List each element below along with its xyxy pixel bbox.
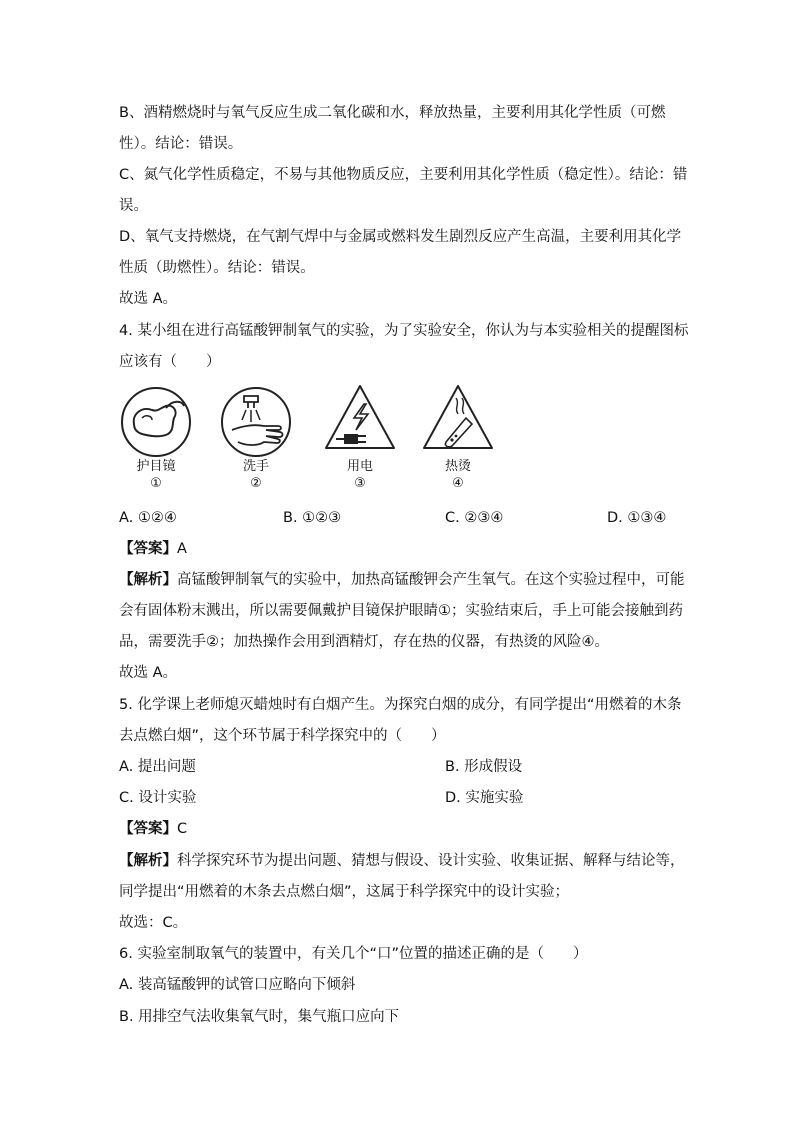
question-5-stem: 去点燃白烟”，这个环节属于科学探究中的（ ） <box>119 728 446 744</box>
option-d: D. ①③④ <box>607 510 667 526</box>
option-b: B. ①②③ <box>283 510 342 526</box>
analysis-label: 【解析】 <box>119 853 177 869</box>
option-a: A. 装高锰酸钾的试管口应略向下倾斜 <box>119 977 356 993</box>
text-line: 性）。结论：错误。 <box>119 136 243 152</box>
icon-label: 用电 <box>346 459 373 474</box>
icon-number: ③ <box>354 476 366 491</box>
option-a: A. 提出问题 <box>119 759 196 775</box>
analysis-text: 故选：C。 <box>119 915 188 931</box>
analysis-text: 高锰酸钾制氧气的实验中，加热高锰酸钾会产生氧气。在这个实验过程中，可能 <box>177 572 685 588</box>
icon-number: ④ <box>452 476 464 491</box>
icon-label: 护目镜 <box>136 459 176 474</box>
hand-wash-icon <box>220 386 310 458</box>
answer-label: 【答案】 <box>119 541 177 557</box>
icon-label: 热烫 <box>444 459 471 474</box>
analysis-text: 故选 A。 <box>119 665 178 681</box>
analysis-text: 科学探究环节为提出问题、猜想与假设、设计实验、收集证据、解释与结论等， <box>177 853 685 869</box>
text-line: B、酒精燃烧时与氧气反应生成二氧化碳和水，释放热量，主要利用其化学性质（可燃 <box>119 105 666 121</box>
text-line: 性质（助燃性）。结论：错误。 <box>119 260 315 276</box>
option-c: C. 设计实验 <box>119 790 197 806</box>
option-c: C. ②③④ <box>445 510 504 526</box>
question-4-stem: 应该有（ ） <box>119 354 221 370</box>
answer-value: C <box>177 821 188 837</box>
analysis-line <box>119 570 685 590</box>
analysis-text: 同学提出“用燃着的木条去点燃白烟”，这属于科学探究中的设计实验； <box>119 884 570 900</box>
answer-line <box>119 539 187 559</box>
icon-number: ② <box>250 476 262 491</box>
question-5-stem: 5. 化学课上老师熄灭蜡烛时有白烟产生。为探究白烟的成分，有同学提出“用燃着的木条 <box>119 697 682 713</box>
answer-line <box>119 819 187 839</box>
text-line: C、氮气化学性质稳定，不易与其他物质反应，主要利用其化学性质（稳定性）。结论：错 <box>119 167 688 183</box>
analysis-text: 品，需要洗手②；加热操作会用到酒精灯，存在热的仪器，有热烫的风险④。 <box>119 634 609 650</box>
answer-value: A <box>177 541 187 557</box>
answer-label: 【答案】 <box>119 821 177 837</box>
option-d: D. 实施实验 <box>445 790 524 806</box>
hot-surface-icon <box>420 382 510 454</box>
text-line: D、氧气支持燃烧，在气割气焊中与金属或燃料发生剧烈反应产生高温，主要利用其化学 <box>119 229 682 245</box>
analysis-label: 【解析】 <box>119 572 177 588</box>
electricity-icon <box>322 382 412 454</box>
icon-label: 洗手 <box>242 459 269 474</box>
text-line: 故选 A。 <box>119 291 178 307</box>
option-a: A. ①②④ <box>119 510 177 526</box>
option-b: B. 用排空气法收集氧气时，集气瓶口应向下 <box>119 1009 400 1025</box>
analysis-line <box>119 851 685 871</box>
text-line: 误。 <box>119 198 148 214</box>
question-4-stem: 4. 某小组在进行高锰酸钾制氧气的实验，为了实验安全，你认为与本实验相关的提醒图标 <box>119 323 689 339</box>
icon-number: ① <box>150 476 162 491</box>
analysis-text: 会有固体粉末溅出，所以需要佩戴护目镜保护眼睛①；实验结束后，手上可能会接触到药 <box>119 603 683 619</box>
option-b: B. 形成假设 <box>445 759 523 775</box>
goggles-icon <box>120 386 210 458</box>
question-6-stem: 6. 实验室制取氧气的装置中，有关几个“口”位置的描述正确的是（ ） <box>119 946 588 962</box>
